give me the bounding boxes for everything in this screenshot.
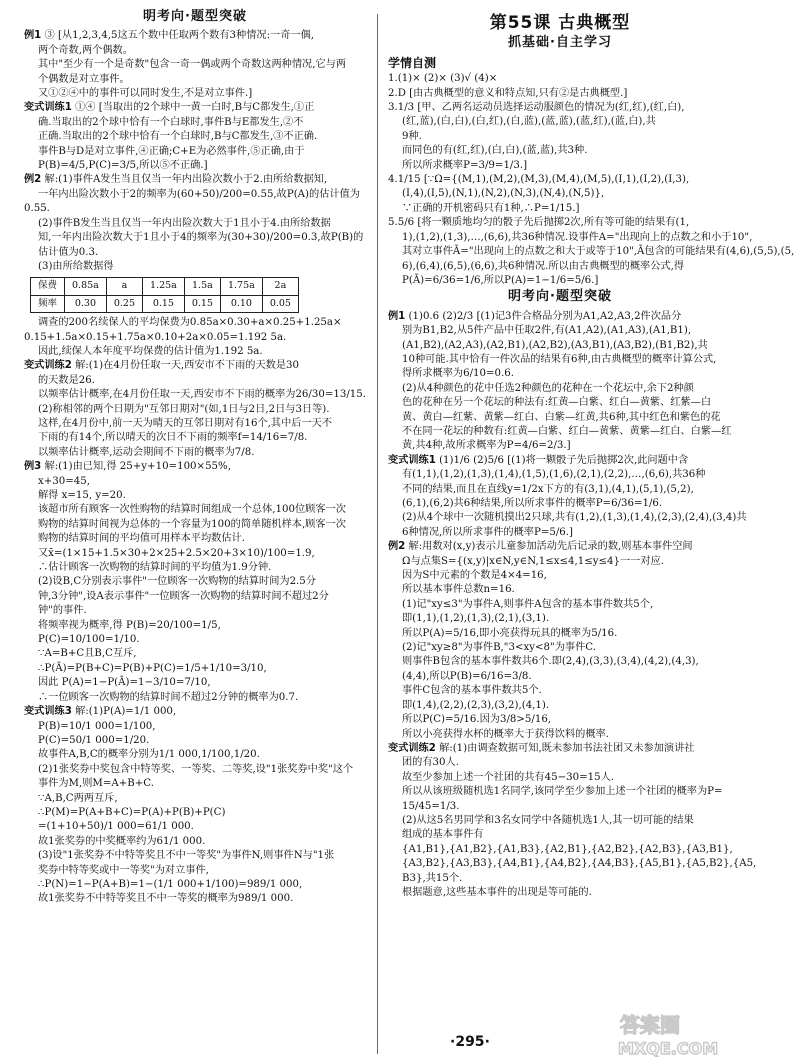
text-line: 0.15+1.5a×0.15+1.75a×0.10+2a×0.05=1.192 5a. — [24, 331, 287, 343]
text-line: 钟,3分钟",设A表示事件"一位顾客一次购物的结算时间不超过2分 — [38, 590, 329, 602]
text-line: 不同的结果,而且在直线y=1/2x下方的有(3,1),(4,1),(5,1),(5,2), — [402, 483, 694, 495]
text-line: ∴估计顾客一次购物的结算时间的平均值为1.9分钟. — [38, 562, 272, 574]
text-line: 一年内出险次数小于2的频率为(60+50)/200=0.55,故P(A)的估计值为 — [38, 188, 360, 200]
text-line: 两个奇数,两个偶数。 — [38, 44, 133, 56]
text-line: 例2 解:(1)事件A发生当且仅当一年内出险次数小于2.由所给数据知, — [24, 174, 328, 186]
page-number: ·295· — [450, 1034, 490, 1050]
text-line: 4.1/15 [∵Ω={(M,1),(M,2),(M,3),(M,4),(M,5),(I,1),(I,2),(I,3), — [388, 174, 690, 186]
text-line: 6),(6,4),(6,5),(6,6),共6种情况.所以由古典概型的概率公式,得 — [402, 260, 685, 272]
text-line: P(Ā)=6/36=1/6,所以P(A)=1−1/6=5/6.] — [402, 274, 599, 286]
text-line: 正确.当取出的2个球中恰有一个白球时,B与C都发生,③不正确. — [38, 131, 318, 143]
table-cell: 2a — [262, 278, 298, 295]
text-line: ∴P(N)=1−P(A+B)=1−(1/1 000+1/100)=989/1 000, — [38, 878, 303, 890]
text-line: 15/45=1/3. — [402, 800, 460, 812]
page-number-value: 295 — [455, 1034, 485, 1050]
text-line: 例3 解:(1)由已知,得 25+y+10=100×55%, — [24, 461, 231, 473]
text-line: 其中"至少有一个是奇数"包含一奇一偶或两个奇数这两种情况,它与两 — [38, 59, 347, 71]
text-line: 所以P(A)=5/16,即小亮获得玩具的概率为5/16. — [402, 627, 618, 639]
text-line: 根据题意,这些基本事件的出现是等可能的. — [402, 886, 592, 898]
text-line: 黄,共4种,故所求概率为P=4/6=2/3.] — [402, 440, 571, 452]
text-line: ∵正确的开机密码只有1种,∴P=1/15.] — [402, 202, 580, 214]
text-line: 因为S中元素的个数是4×4=16, — [402, 570, 547, 582]
text-line: (2)从4种颜色的花中任选2种颜色的花种在一个花坛中,余下2种颜 — [402, 382, 694, 394]
text-line: 1),(1,2),(1,3),…,(6,6),共36种情况.设事件A="出现向上的点数之和小于10", — [402, 231, 753, 243]
text-line: 6种情况,所以所求事件的概率P=5/6.] — [402, 526, 573, 538]
text-line: 变式训练2 解:(1)在4月份任取一天,西安市不下雨的天数是30 — [24, 360, 300, 372]
text-line: 例1 ③ [从1,2,3,4,5这五个数中任取两个数有3种情况:一奇一偶, — [24, 30, 314, 42]
text-line: 因此,续保人本年度平均保费的估计值为1.192 5a. — [38, 345, 263, 357]
watermark-logo — [612, 1010, 742, 1060]
text-line: (3)由所给数据得 — [38, 260, 114, 272]
text-line: 下雨的有14个,所以晴天的次日不下雨的频率f=14/16=7/8. — [38, 432, 308, 444]
text-line: ∵A=B+C且B,C互斥, — [38, 648, 137, 660]
text-line: 又x̄=(1×15+1.5×30+2×25+2.5×20+3×10)/100=1.9, — [38, 547, 315, 559]
text-line: 又①②④中的事件可以同时发生,不是对立事件.] — [38, 88, 253, 100]
text-line: 知,一年内出险次数大于1且小于4的频率为(30+30)/200=0.3,故P(B)的 — [38, 232, 364, 244]
subheading: 学情自测 — [388, 55, 437, 70]
left-section-heading: 明考向·题型突破 — [143, 9, 247, 24]
text-line: 因此 P(A)=1−P(Ā)=1−3/10=7/10, — [38, 677, 211, 689]
premium-frequency-table — [30, 277, 299, 313]
table-row-label: 保费 — [31, 278, 65, 295]
table-row — [31, 295, 299, 312]
right-section-heading-2: 明考向·题型突破 — [508, 289, 612, 305]
table-row-label: 频率 — [31, 295, 65, 312]
text-line: 变式训练1 ①④ [当取出的2个球中一黄一白时,B与C都发生,①正 — [24, 102, 315, 114]
text-line: (2)设B,C分别表示事件"一位顾客一次购物的结算时间为2.5分 — [38, 576, 316, 588]
text-line: 奖券中特等奖或中一等奖"为对立事件, — [38, 864, 209, 876]
text-line: 调查的200名续保人的平均保费为0.85a×0.30+a×0.25+1.25a× — [38, 317, 342, 329]
text-line: 购物的结算时间视为总体的一个容量为100的简单随机样本,顾客一次 — [38, 518, 346, 530]
table-cell: 0.05 — [262, 295, 298, 312]
text-line: 10种可能.其中恰有一件次品的结果有6种,由古典概型的概率计算公式, — [402, 353, 717, 365]
text-line: (2)从4个球中一次随机摸出2只球,共有(1,2),(1,3),(1,4),(2,3),(2,4),(3,4)共 — [402, 512, 747, 524]
text-line: 9种. — [402, 130, 422, 142]
right-lines — [388, 72, 794, 288]
text-line: 团的有30人. — [402, 757, 459, 769]
text-line: B3},共15个. — [402, 872, 463, 884]
text-line: 所以小亮获得水杯的概率大于获得饮料的概率. — [402, 728, 609, 740]
right-lines-continued — [388, 310, 757, 901]
text-line: 则事件B包含的基本事件数共6个.即(2,4),(3,3),(3,4),(4,2),(4,3), — [402, 656, 699, 668]
text-line: P(B)=4/5,P(C)=3/5,所以⑤不正确.] — [38, 160, 208, 172]
text-line: ∴P(Ā)=P(B+C)=P(B)+P(C)=1/5+1/10=3/10, — [38, 662, 267, 674]
text-line: 即(1,1),(1,2),(1,3),(2,1),(3,1). — [402, 613, 550, 625]
left-lines-continued — [24, 316, 366, 907]
text-line: (红,蓝),(白,白),(白,红),(白,蓝),(蓝,蓝),(蓝,红),(蓝,白),共 — [402, 116, 656, 128]
text-line: 该超市所有顾客一次性购物的结算时间组成一个总体,100位顾客一次 — [38, 504, 346, 516]
text-line: (2)1张奖券中奖包含中特等奖、一等奖、二等奖,设"1张奖券中奖"这个 — [38, 763, 354, 775]
text-line: (I,4),(I,5),(N,1),(N,2),(N,3),(N,4),(N,5)}, — [402, 188, 605, 200]
table-cell: 1.75a — [220, 278, 262, 295]
text-line: 变式训练1 (1)1/6 (2)5/6 [(1)将一颗骰子先后抛掷2次,此问题中含 — [388, 454, 689, 466]
text-line: 所以从该班级随机选1名同学,该同学至少参加上述一个社团的概率为P= — [402, 786, 723, 798]
table-cell: 1.5a — [184, 278, 220, 295]
table-cell: 0.10 — [220, 295, 262, 312]
text-line: 事件B与D是对立事件,④正确;C+E为必然事件,⑤正确,由于 — [38, 145, 305, 157]
watermark-line1: 答案圈 — [620, 1013, 680, 1037]
text-line: 事件C包含的基本事件数共5个. — [402, 685, 542, 697]
right-section-heading-1: 抓基础·自主学习 — [508, 35, 612, 51]
column-divider — [377, 14, 378, 1054]
text-line: 个偶数是对立事件。 — [38, 73, 130, 85]
text-line: 色的花种在另一个花坛的种法有:红黄—白紫、红白—黄紫、红紫—白 — [402, 397, 712, 409]
text-line: 确.当取出的2个球中恰有一个白球时,事件B与E都发生,②不 — [38, 116, 304, 128]
text-line: (2)事件B发生当且仅当一年内出险次数大于1且小于4.由所给数据 — [38, 217, 331, 229]
text-line: P(C)=10/100=1/10. — [38, 634, 140, 646]
text-line: P(C)=50/1 000=1/20. — [38, 734, 150, 746]
text-line: (2)记"xy≥8"为事件B,"3<xy<8"为事件C. — [402, 642, 596, 654]
watermark-line2: MXQE.COM — [618, 1039, 719, 1058]
text-line: 所以P(C)=5/16.因为3/8>5/16, — [402, 714, 552, 726]
text-line: 不在同一花坛的种数有:红黄—白紫、红白—黄紫、黄紫—红白、白紫—红 — [402, 425, 732, 437]
left-column — [24, 8, 366, 907]
table-cell: 1.25a — [143, 278, 185, 295]
text-line: (2)从这5名男同学和3名女同学中各随机选1人,其一切可能的结果 — [402, 814, 694, 826]
text-line: 3.1/3 [甲、乙两名运动员选择运动服颜色的情况为(红,红),(红,白), — [388, 102, 685, 114]
text-line: 的天数是26. — [38, 374, 95, 386]
text-line: (4,4),所以P(B)=6/16=3/8. — [402, 670, 532, 682]
text-line: 即(1,4),(2,2),(2,3),(3,2),(4,1). — [402, 699, 550, 711]
text-line: 故事件A,B,C的概率分别为1/1 000,1/100,1/20. — [38, 749, 260, 761]
text-line: 购物的结算时间的平均值可用样本平均数估计. — [38, 533, 245, 545]
text-line: 5.5/6 [将一颗质地均匀的骰子先后抛掷2次,所有等可能的结果有(1, — [388, 217, 690, 229]
text-line: 黄、黄白—红紫、黄紫—红白、白紫—红黄,共6种,其中红色和紫色的花 — [402, 411, 721, 423]
table-cell: 0.85a — [65, 278, 107, 295]
text-line: {A1,B1},{A1,B2},{A1,B3},{A2,B1},{A2,B2},{A2,B3},{A3,B1}, — [402, 843, 733, 855]
text-line: 这样,在4月份中,前一天为晴天的互邻日期对有16个,其中后一天不 — [38, 417, 333, 429]
text-line: (2)称相邻的两个日期为"互邻日期对"(如,1日与2日,2日与3日等). — [38, 403, 330, 415]
text-line: 故1张奖券不中特等奖且不中一等奖的概率为989/1 000. — [38, 893, 294, 905]
text-line: 有(1,1),(1,2),(1,3),(1,4),(1,5),(1,6),(2,1),(2,2),…,(6,6),共36种 — [402, 469, 706, 481]
text-line: 解得 x=15, y=20. — [38, 490, 126, 501]
text-line: 以频率估计概率,运动会期间不下雨的概率为7/8. — [38, 446, 255, 458]
text-line: ∵A,B,C两两互斥, — [38, 792, 118, 804]
lesson-title: 第55课 古典概型 — [489, 13, 631, 33]
text-line: 将频率视为概率,得 P(B)=20/100=1/5, — [38, 619, 221, 631]
text-line: 组成的基本事件有 — [402, 829, 484, 841]
text-line: (6,1),(6,2)共6种结果,所以所求事件的概率P=6/36=1/6. — [402, 498, 663, 509]
text-line: 变式训练3 解:(1)P(A)=1/1 000, — [24, 706, 177, 718]
text-line: Ω与点集S={(x,y)|x∈N,y∈N,1≤x≤4,1≤y≤4}一一对应. — [402, 555, 664, 567]
text-line: x+30=45, — [38, 475, 90, 487]
table-cell: a — [106, 278, 142, 295]
text-line: 别为B1,B2,从5件产品中任取2件,有(A1,A2),(A1,A3),(A1,B1), — [402, 325, 692, 337]
text-line: ∴P(M)=P(A+B+C)=P(A)+P(B)+P(C) — [38, 806, 226, 818]
text-line: 例1 (1)0.6 (2)2/3 [(1)记3件合格品分别为A1,A2,A3,2件次品分 — [388, 310, 682, 322]
text-line: 以频率估计概率,在4月份任取一天,西安市不下雨的概率为26/30=13/15. — [38, 389, 366, 401]
text-line: (A1,B2),(A2,A3),(A2,B1),(A2,B2),(A3,B1),(A3,B2),(B1,B2),共 — [402, 339, 708, 351]
text-line: =(1+10+50)/1 000=61/1 000. — [38, 821, 194, 833]
text-line: 其对立事件Ā="出现向上的点数之和大于或等于10",Ā包含的可能结果有(4,6),(5,5),(5, — [402, 246, 794, 258]
text-line: P(B)=10/1 000=1/100, — [38, 720, 156, 732]
table-cell: 0.30 — [65, 295, 107, 312]
left-lines — [24, 29, 366, 274]
text-line: 故至少参加上述一个社团的共有45−30=15人. — [402, 771, 615, 783]
text-line: 而同色的有(红,红),(白,白),(蓝,蓝),共3种. — [402, 145, 588, 157]
text-line: 0.55. — [24, 203, 50, 215]
right-column — [388, 8, 794, 900]
table-row — [31, 278, 299, 295]
text-line: 变式训练2 解:(1)由调查数据可知,既未参加书法社团又未参加演讲社 — [388, 742, 695, 754]
text-line: 故1张奖券的中奖概率约为61/1 000. — [38, 835, 206, 847]
text-line: (1)记"xy≤3"为事件A,则事件A包含的基本事件数共5个, — [402, 598, 654, 610]
table-cell: 0.15 — [143, 295, 185, 312]
text-line: 1.(1)× (2)× (3)√ (4)× — [388, 73, 498, 85]
text-line: 估计值为0.3. — [38, 246, 99, 258]
table-cell: 0.25 — [106, 295, 142, 312]
text-line: 钟"的事件. — [38, 605, 87, 617]
text-line: 得所求概率为6/10=0.6. — [402, 368, 514, 380]
text-line: 例2 解:用数对(x,y)表示儿童参加活动先后记录的数,则基本事件空间 — [388, 541, 693, 553]
text-line: ∴一位顾客一次购物的结算时间不超过2分钟的概率为0.7. — [38, 691, 299, 703]
text-line: 2.D [由古典概型的意义和特点知,只有②是古典概型.] — [388, 87, 628, 99]
text-line: (3)设"1张奖券不中特等奖且不中一等奖"为事件N,则事件N与"1张 — [38, 850, 335, 862]
text-line: 所以基本事件总数n=16. — [402, 584, 515, 596]
table-cell: 0.15 — [184, 295, 220, 312]
text-line: 事件为M,则M=A+B+C. — [38, 778, 154, 790]
text-line: {A3,B2},{A3,B3},{A4,B1},{A4,B2},{A4,B3},{A5,B1},{A5,B2},{A5, — [402, 858, 757, 870]
text-line: 所以所求概率P=3/9=1/3.] — [402, 159, 528, 171]
